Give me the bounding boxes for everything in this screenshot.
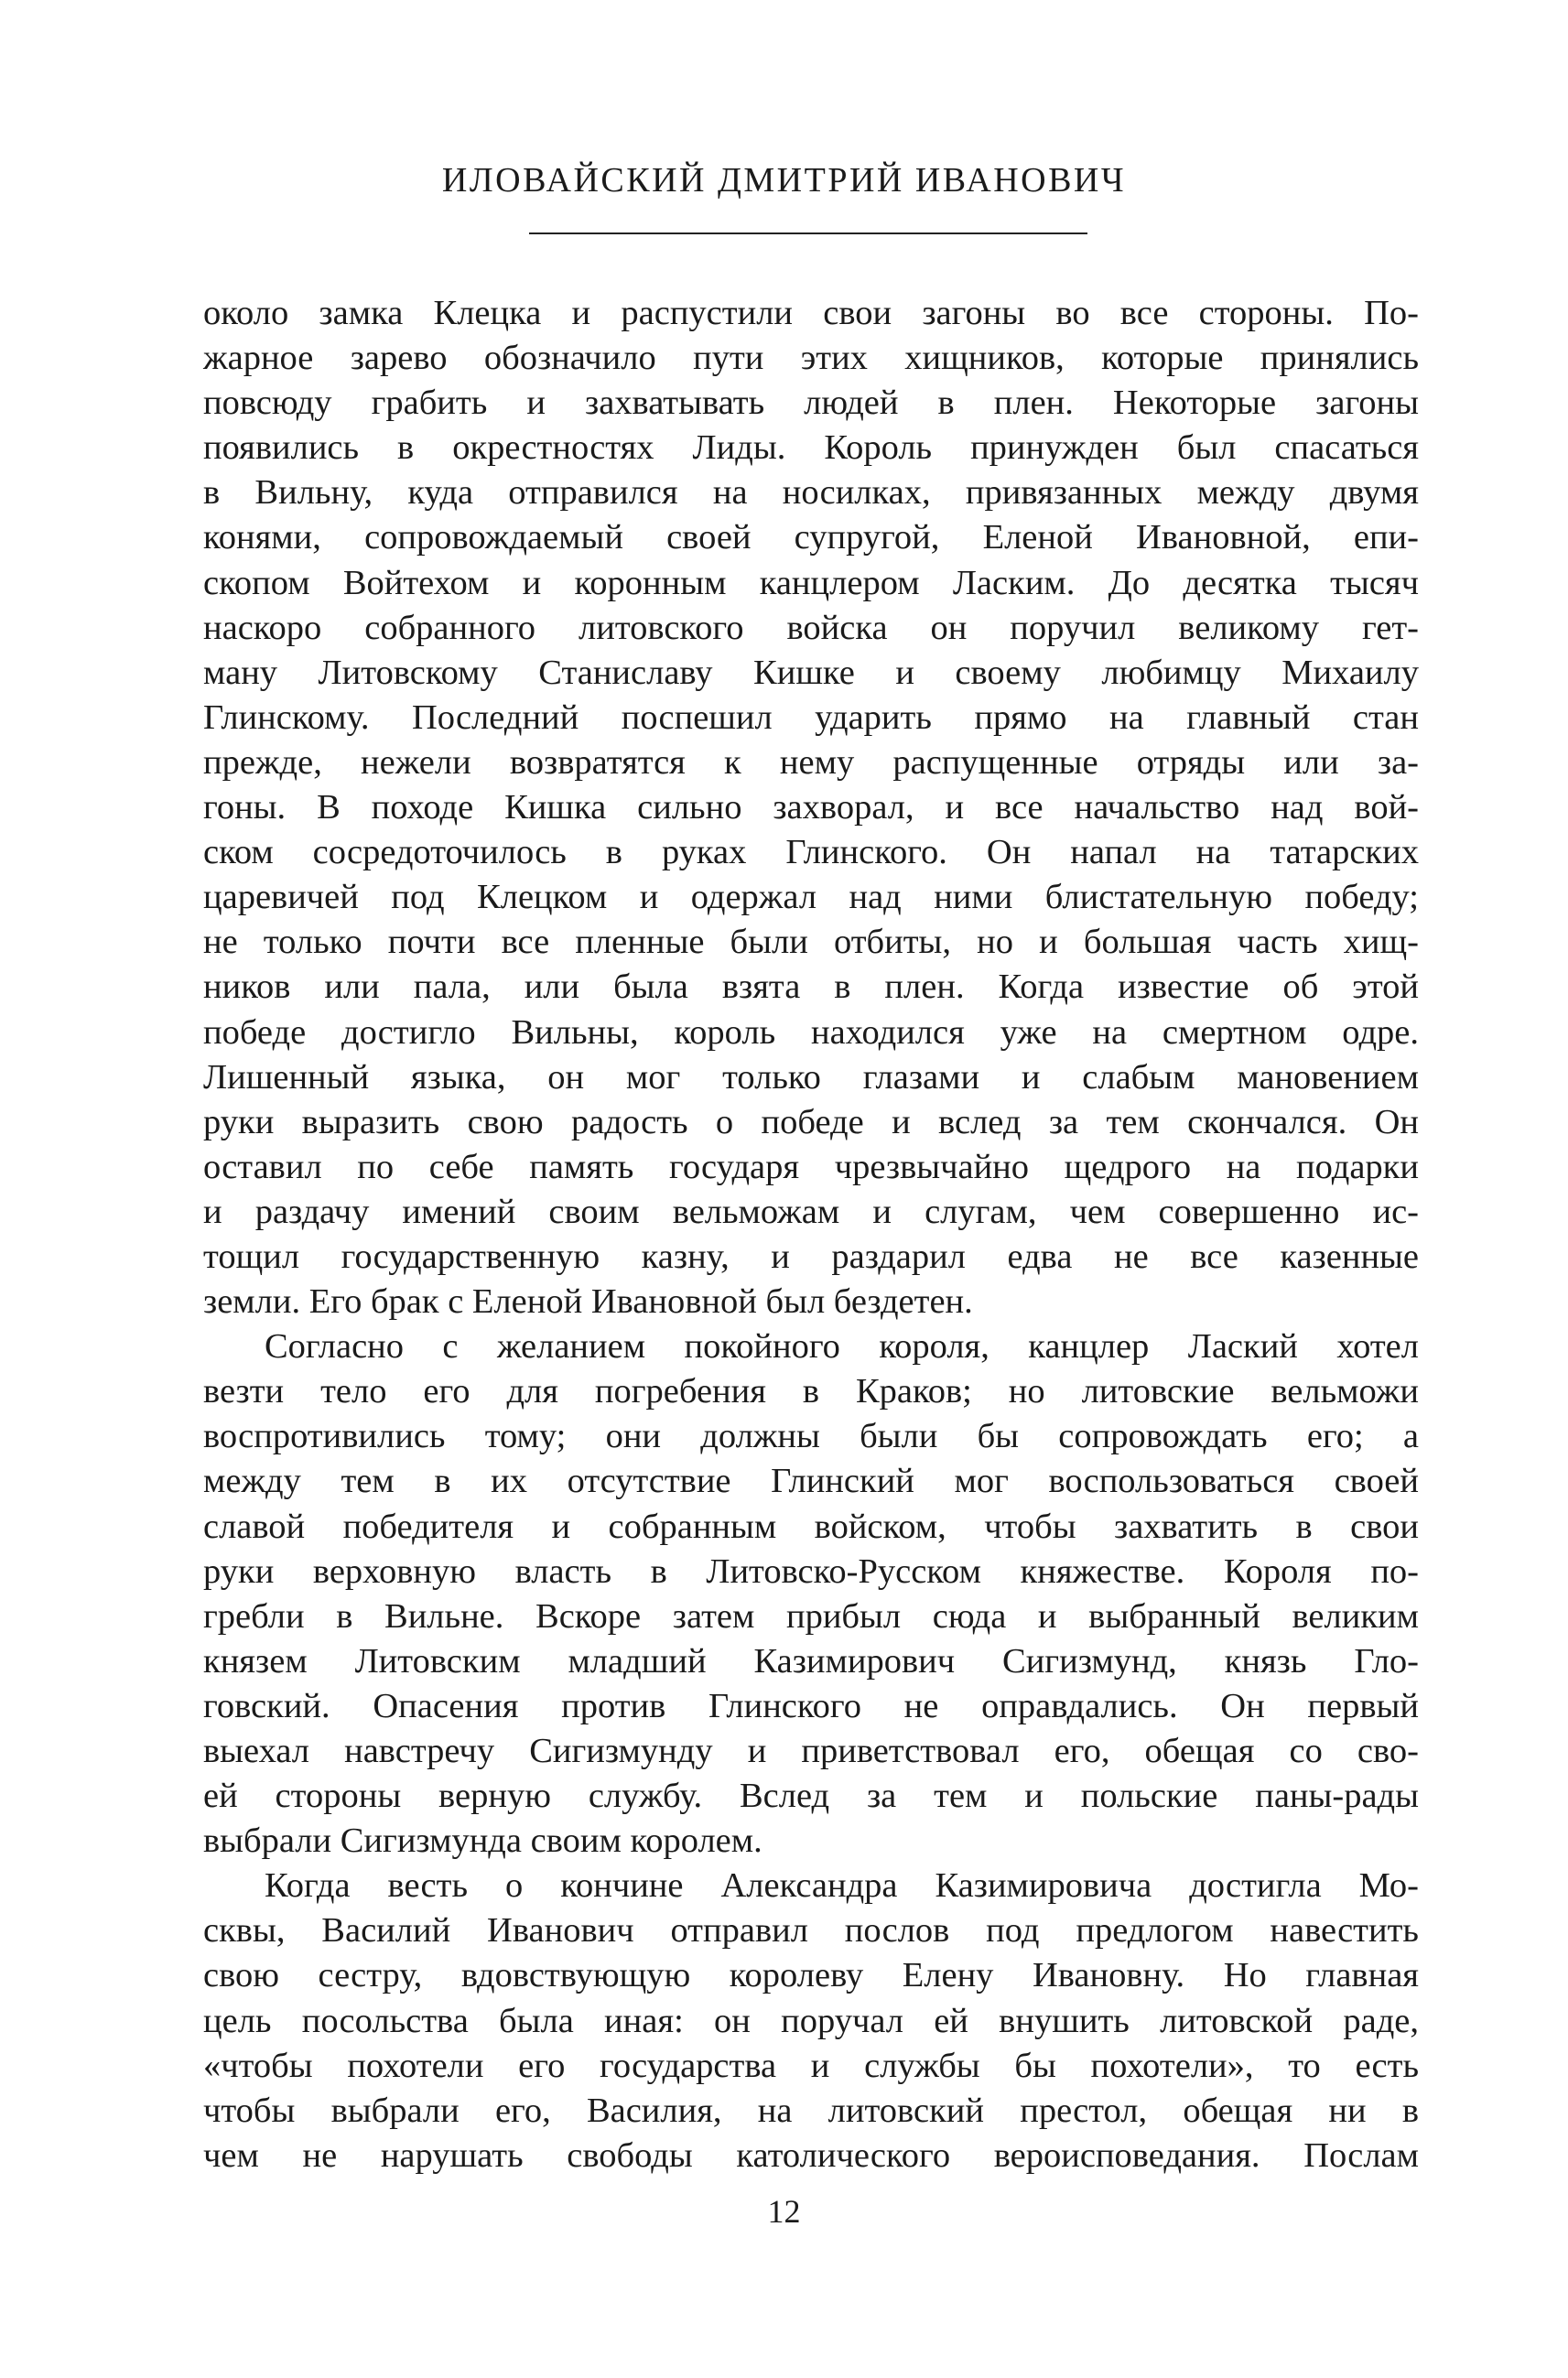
page-number: 12 (767, 2193, 801, 2230)
text-line: руки верховную власть в Литовско-Русском княжестве. Короля по- (203, 1551, 1419, 1591)
text-line: везти тело его для погребения в Краков; но литовские вельможи (203, 1372, 1419, 1411)
text-line: выехал навстречу Сигизмунду и приветствовал его, обещая со сво- (203, 1732, 1419, 1770)
text-line: наскоро собранного литовского войска он поручил великому гет- (203, 608, 1419, 647)
text-line: свою сестру, вдовствующую королеву Елену Ивановну. Но главная (203, 1956, 1419, 1995)
text-line: между тем в их отсутствие Глинский мог воспользоваться своей (203, 1462, 1419, 1501)
text-line: и раздачу имений своим вельможам и слугам, чем совершенно ис- (203, 1192, 1419, 1231)
text-line: ману Литовскому Станиславу Кишке и своему любимцу Михаилу (203, 653, 1419, 692)
text-line: ников или пала, или была взята в плен. Когда известие об этой (203, 967, 1419, 1007)
text-line: скопом Войтехом и коронным канцлером Ласким. До десятка тысяч (203, 563, 1419, 602)
running-head: ИЛОВАЙСКИЙ ДМИТРИЙ ИВАНОВИЧ (441, 161, 1127, 200)
paragraph (203, 291, 1419, 1324)
text-line: земли. Его брак с Еленой Ивановной был бездетен. (203, 1282, 973, 1322)
text-line: Согласно с желанием покойного короля, канцлер Лаский хотел (265, 1327, 1419, 1367)
text-line: царевичей под Клецком и одержал над ними блистательную победу; (203, 878, 1419, 917)
text-line: жарное зарево обозначило пути этих хищников, которые принялись (203, 339, 1419, 378)
text-line: руки выразить свою радость о победе и вслед за тем скончался. Он (203, 1102, 1419, 1141)
text-line: ей стороны верную службу. Вслед за тем и польские паны-рады (203, 1777, 1419, 1816)
text-line: Когда весть о кончине Александра Казимировича достигла Мо- (265, 1866, 1419, 1906)
text-line: «чтобы похотели его государства и службы бы похотели», то есть (203, 2046, 1419, 2085)
text-line: князем Литовским младший Казимирович Сигизмунд, князь Гло- (203, 1641, 1419, 1681)
text-line: около замка Клецка и распустили свои загоны во все стороны. По- (203, 294, 1419, 332)
paragraph (203, 1324, 1419, 1864)
text-line: появились в окрестностях Лиды. Король принужден был спасаться (203, 428, 1419, 468)
text-line: ском сосредоточилось в руках Глинского. Он напал на татарских (203, 833, 1419, 872)
text-line: гоны. В походе Кишка сильно захворал, и все начальство над вой- (203, 788, 1419, 827)
text-line: тощил государственную казну, и раздарил едва не все казенные (203, 1237, 1419, 1276)
text-line: не только почти все пленные были отбиты, но и большая часть хищ- (203, 923, 1419, 962)
text-line: воспротивились тому; они должны были бы сопровождать его; а (203, 1417, 1419, 1456)
body-text (203, 291, 1419, 2178)
text-line: конями, сопровождаемый своей супругой, Еленой Ивановной, епи- (203, 518, 1419, 557)
text-line: гребли в Вильне. Вскоре затем прибыл сюда и выбранный великим (203, 1596, 1419, 1636)
text-line: победе достигло Вильны, король находился уже на смертном одре. (203, 1012, 1419, 1052)
text-line: Глинскому. Последний поспешил ударить прямо на главный стан (203, 697, 1419, 737)
text-line: Лишенный языка, он мог только глазами и слабым мановением (203, 1057, 1419, 1097)
text-line: в Вильну, куда отправился на носилках, привязанных между двумя (203, 473, 1419, 513)
text-line: чтобы выбрали его, Василия, на литовский престол, обещая ни в (203, 2091, 1419, 2130)
text-line: цель посольства была иная: он поручал ей внушить литовской раде, (203, 2001, 1419, 2040)
header-rule (529, 232, 1087, 234)
text-line: славой победителя и собранным войском, чтобы захватить в свои (203, 1507, 1419, 1546)
paragraph (203, 1864, 1419, 2178)
text-line: повсюду грабить и захватывать людей в плен. Некоторые загоны (203, 384, 1419, 423)
text-line: говский. Опасения против Глинского не оправдались. Он первый (203, 1686, 1419, 1725)
text-line: прежде, нежели возвратятся к нему распущенные отряды или за- (203, 742, 1419, 782)
text-line: сквы, Василий Иванович отправил послов под предлогом навестить (203, 1911, 1419, 1951)
text-line: чем не нарушать свободы католического вероисповедания. Послам (203, 2135, 1419, 2175)
text-line: выбрали Сигизмунда своим королем. (203, 1821, 762, 1861)
text-line: оставил по себе память государя чрезвычайно щедрого на подарки (203, 1147, 1419, 1186)
